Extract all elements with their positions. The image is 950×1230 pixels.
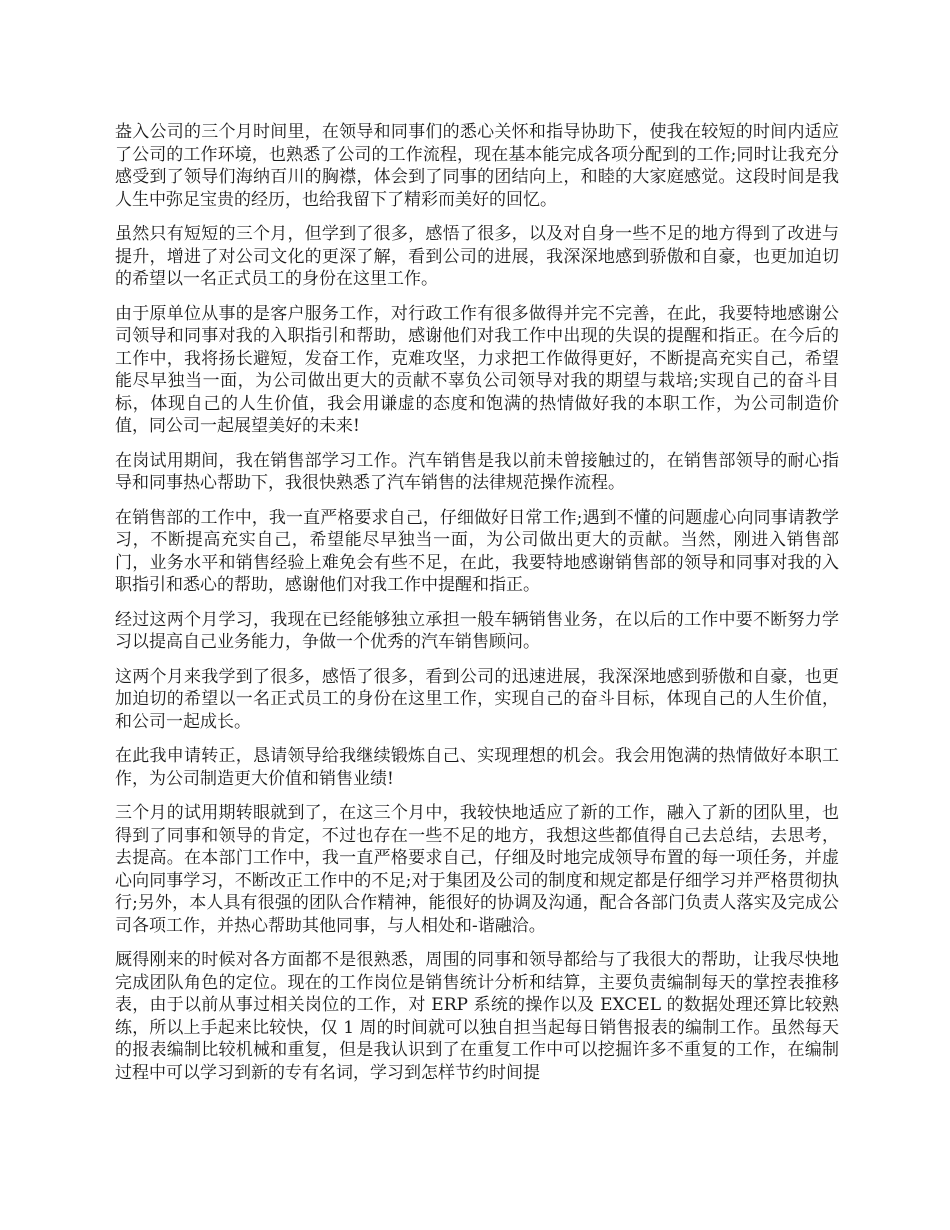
- paragraph-3: 由于原单位从事的是客户服务工作，对行政工作有很多做得并完不完善，在此，我要特地感谢公司领导和同事对我的入职指引和帮助，感谢他们对我工作中出现的失误的提醒和指正。在今后的工作中，我将扬长避短，发奋工作，克难攻坚，力求把工作做得更好，不断提高充实自己，希望能尽早独当一面，为公司做出更大的贡献不辜负公司领导对我的期望与栽培;实现自己的奋斗目标，体现自己的人生价值，我会用谦虚的态度和饱满的热情做好我的本职工作，为公司制造价值，同公司一起展望美好的未来!: [115, 303, 839, 436]
- paragraph-6: 经过这两个月学习，我现在已经能够独立承担一般车辆销售业务，在以后的工作中要不断努力学习以提高自己业务能力，争做一个优秀的汽车销售顾问。: [115, 609, 839, 652]
- document-body: [115, 121, 839, 1096]
- paragraph-1: 盎入公司的三个月时间里，在领导和同事们的悉心关怀和指导协助下，使我在较短的时间内适应了公司的工作环境，也熟悉了公司的工作流程，现在基本能完成各项分配到的工作;同时让我充分感受到了领导们海纳百川的胸襟，体会到了同事的团结向上，和睦的大家庭感觉。这段时间是我人生中弥足宝贵的经历，也给我留下了精彩而美好的回忆。: [115, 122, 839, 210]
- paragraph-8: 在此我申请转正，恳请领导给我继续锻炼自己、实现理想的机会。我会用饱满的热情做好本职工作，为公司制造更大价值和销售业绩!: [115, 746, 839, 789]
- paragraph-5: 在销售部的工作中，我一直严格要求自己，仔细做好日常工作;遇到不懂的问题虚心向同事请教学习，不断提高充实自己，希望能尽早独当一面，为公司做出更大的贡献。当然，刚进入销售部门，业务水平和销售经验上难免会有些不足，在此，我要特地感谢销售部的领导和同事对我的入职指引和悉心的帮助，感谢他们对我工作中提醒和指正。: [115, 507, 839, 595]
- paragraph-10: 厩得刚来的时候对各方面都不是很熟悉，周围的同事和领导都给与了我很大的帮助，让我尽快地完成团队角色的定位。现在的工作岗位是销售统计分析和结算，主要负责编制每天的掌控表推移表，由于以前从事过相关岗位的工作，对 ERP 系统的操作以及 EXCEL 的数据处理还算比较熟练，所以上手起来比较快，仅 1 周的时间就可以独自担当起每日销售报表的编制工作。虽然每天的报表编制比较机械和重复，但是我认识到了在重复工作中可以挖掘许多不重复的工作，在编制过程中可以学习到新的专有名词，学习到怎样节约时间提: [115, 950, 839, 1083]
- paragraph-2: 虽然只有短短的三个月，但学到了很多，感悟了很多，以及对自身一些不足的地方得到了改进与提升，增进了对公司文化的更深了解，看到公司的进展，我深深地感到骄傲和自豪，也更加迫切的希望以一名正式员工的身份在这里工作。: [115, 224, 839, 289]
- paragraph-9: 三个月的试用期转眼就到了，在这三个月中，我较快地适应了新的工作，融入了新的团队里，也得到了同事和领导的肯定，不过也存在一些不足的地方，我想这些都值得自己去总结，去思考，去提高。在本部门工作中，我一直严格要求自己，仔细及时地完成领导布置的每一项任务，并虚心向同事学习，不断改正工作中的不足;对于集团及公司的制度和规定都是仔细学习并严格贯彻执行;另外，本人具有很强的团队合作精神，能很好的协调及沟通，配合各部门负责人落实及完成公司各项工作，并热心帮助其他同事，与人相处和-谐融洽。: [115, 803, 839, 936]
- paragraph-7: 这两个月来我学到了很多，感悟了很多，看到公司的迅速进展，我深深地感到骄傲和自豪，也更加迫切的希望以一名正式员工的身份在这里工作，实现自己的奋斗目标，体现自己的人生价值，和公司一起成长。: [115, 666, 839, 732]
- paragraph-4: 在岗试用期间，我在销售部学习工作。汽车销售是我以前未曾接触过的，在销售部领导的耐心指导和同事热心帮助下，我很快熟悉了汽车销售的法律规范操作流程。: [115, 450, 839, 493]
